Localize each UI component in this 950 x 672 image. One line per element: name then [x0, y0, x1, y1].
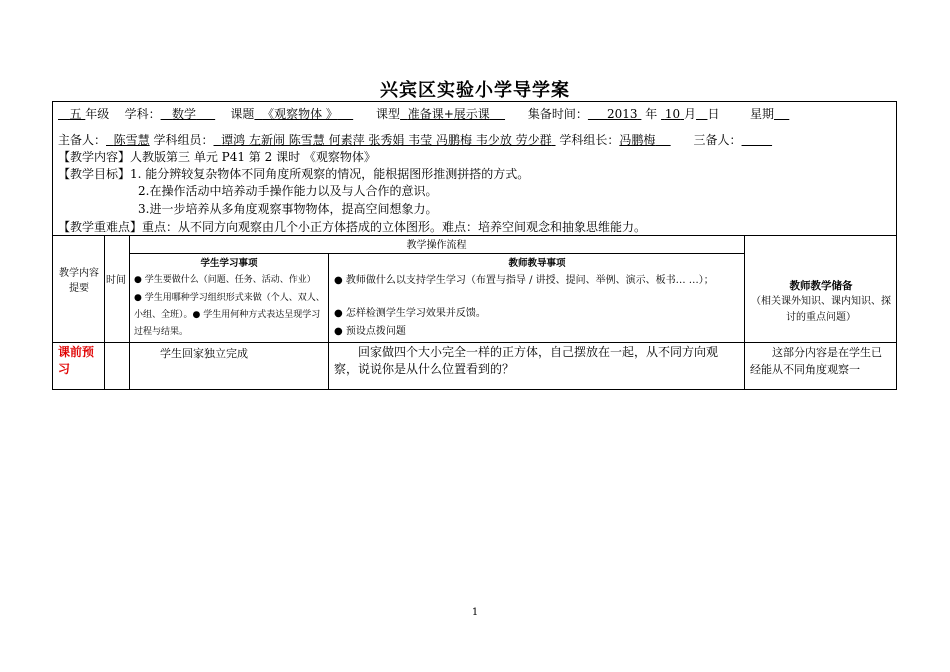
- goal-item: 3.进一步培养从多角度观察事物物体，提高空间想象力。: [138, 202, 438, 216]
- info-line: [58, 106, 789, 122]
- col-header-process: 教学操作流程: [406, 240, 467, 251]
- key-points-line: [58, 219, 646, 235]
- key-points-text: 重点：从不同方向观察由几个小正方体搭成的立体图形。难点：培养空间观念和抽象思维能力。: [142, 220, 647, 234]
- group-label: 学科组员：: [153, 133, 214, 147]
- year-value: 2013: [607, 107, 638, 121]
- month-value: 10: [664, 107, 681, 121]
- col-divider: [328, 253, 329, 390]
- col-divider: [104, 235, 105, 390]
- page-title: 兴宾区实验小学导学案: [380, 80, 570, 101]
- lead-value: 陈雪慧: [113, 133, 150, 147]
- goals-label: 【教学目标】: [58, 167, 131, 181]
- third-label: 三备人：: [693, 133, 742, 147]
- grade-label: 年级: [85, 107, 110, 121]
- goals-line: [58, 166, 529, 182]
- goal-item: 1. 能分辨较复杂物体不同角度所观察的情况，能根据图形推测拼搭的方式。: [130, 167, 530, 181]
- subject-label: 学科：: [124, 107, 161, 121]
- day-label: 日: [707, 107, 720, 121]
- row-teacher-text: 回家做四个大小完全一样的正方体，自己摆放在一起，从不同方向观察，说说你是从什么位置看到的？: [334, 345, 719, 376]
- content-text: 人教版第三 单元 P41 第 2 课时 《观察物体》: [130, 150, 376, 164]
- col-divider: [744, 235, 745, 390]
- student-note: ● 学生要做什么（问题、任务、活动、作业）: [134, 275, 316, 285]
- reserve-note: （相关课外知识、课内知识、探讨的重点问题）: [751, 296, 891, 323]
- head-label: 学科组长：: [559, 133, 620, 147]
- table-header-rule: [52, 342, 897, 343]
- year-label: 年: [645, 107, 658, 121]
- page-number: 1: [471, 607, 479, 618]
- head-value: 冯鹏梅: [619, 133, 656, 147]
- content-label: 【教学内容】: [58, 150, 131, 164]
- row-label-preview: 课前预习: [58, 345, 95, 376]
- goal-item: 2.在操作活动中培养动手操作能力以及与人合作的意识。: [138, 184, 438, 198]
- col-divider: [129, 235, 130, 390]
- topic-value: 《观察物体 》: [262, 107, 338, 121]
- col-header-content: 教学内容提要: [59, 268, 99, 294]
- process-header-rule: [129, 253, 744, 254]
- lead-label: 主备人：: [58, 133, 107, 147]
- time-label: 集备时间：: [527, 107, 588, 121]
- topic-label: 课题: [230, 107, 255, 121]
- row-reserve-text: 这部分内容是在学生已经能从不同角度观察一: [750, 346, 882, 376]
- type-value: 准备课+展示课: [407, 107, 490, 121]
- teacher-note: ● 教师做什么以支持学生学习（布置与指导 / 讲授、提问、举例、演示、板书… …）；: [334, 275, 714, 286]
- student-note: ● 学生用哪种学习组织形式来做（个人、双人、小组、全班）。● 学生用何种方式表达呈现学习过程与结果。: [134, 293, 325, 337]
- people-line: [58, 132, 772, 148]
- month-label: 月: [684, 107, 697, 121]
- teacher-note: ● 怎样检测学生学习效果并反馈。: [334, 308, 486, 319]
- key-points-label: 【教学重难点】: [58, 220, 143, 234]
- week-label: 星期: [750, 107, 775, 121]
- col-header-time: 时间: [106, 275, 126, 286]
- table-top-rule: [52, 235, 897, 236]
- grade-value: 五: [69, 107, 82, 121]
- teacher-note: ● 预设点拨问题: [334, 326, 406, 337]
- col-header-reserve: 教师教学储备: [789, 280, 853, 292]
- type-label: 课型: [376, 107, 401, 121]
- subject-value: 数学: [172, 107, 197, 121]
- group-value: 谭鸿 左新闹 陈雪慧 何素萍 张秀娟 韦莹 冯鹏梅 韦少放 劳少群: [221, 133, 552, 147]
- col-header-student: 学生学习事项: [200, 258, 258, 269]
- content-line: [58, 149, 376, 165]
- row-student-text: 学生回家独立完成: [160, 347, 248, 360]
- col-header-teacher: 教师教导事项: [508, 258, 566, 269]
